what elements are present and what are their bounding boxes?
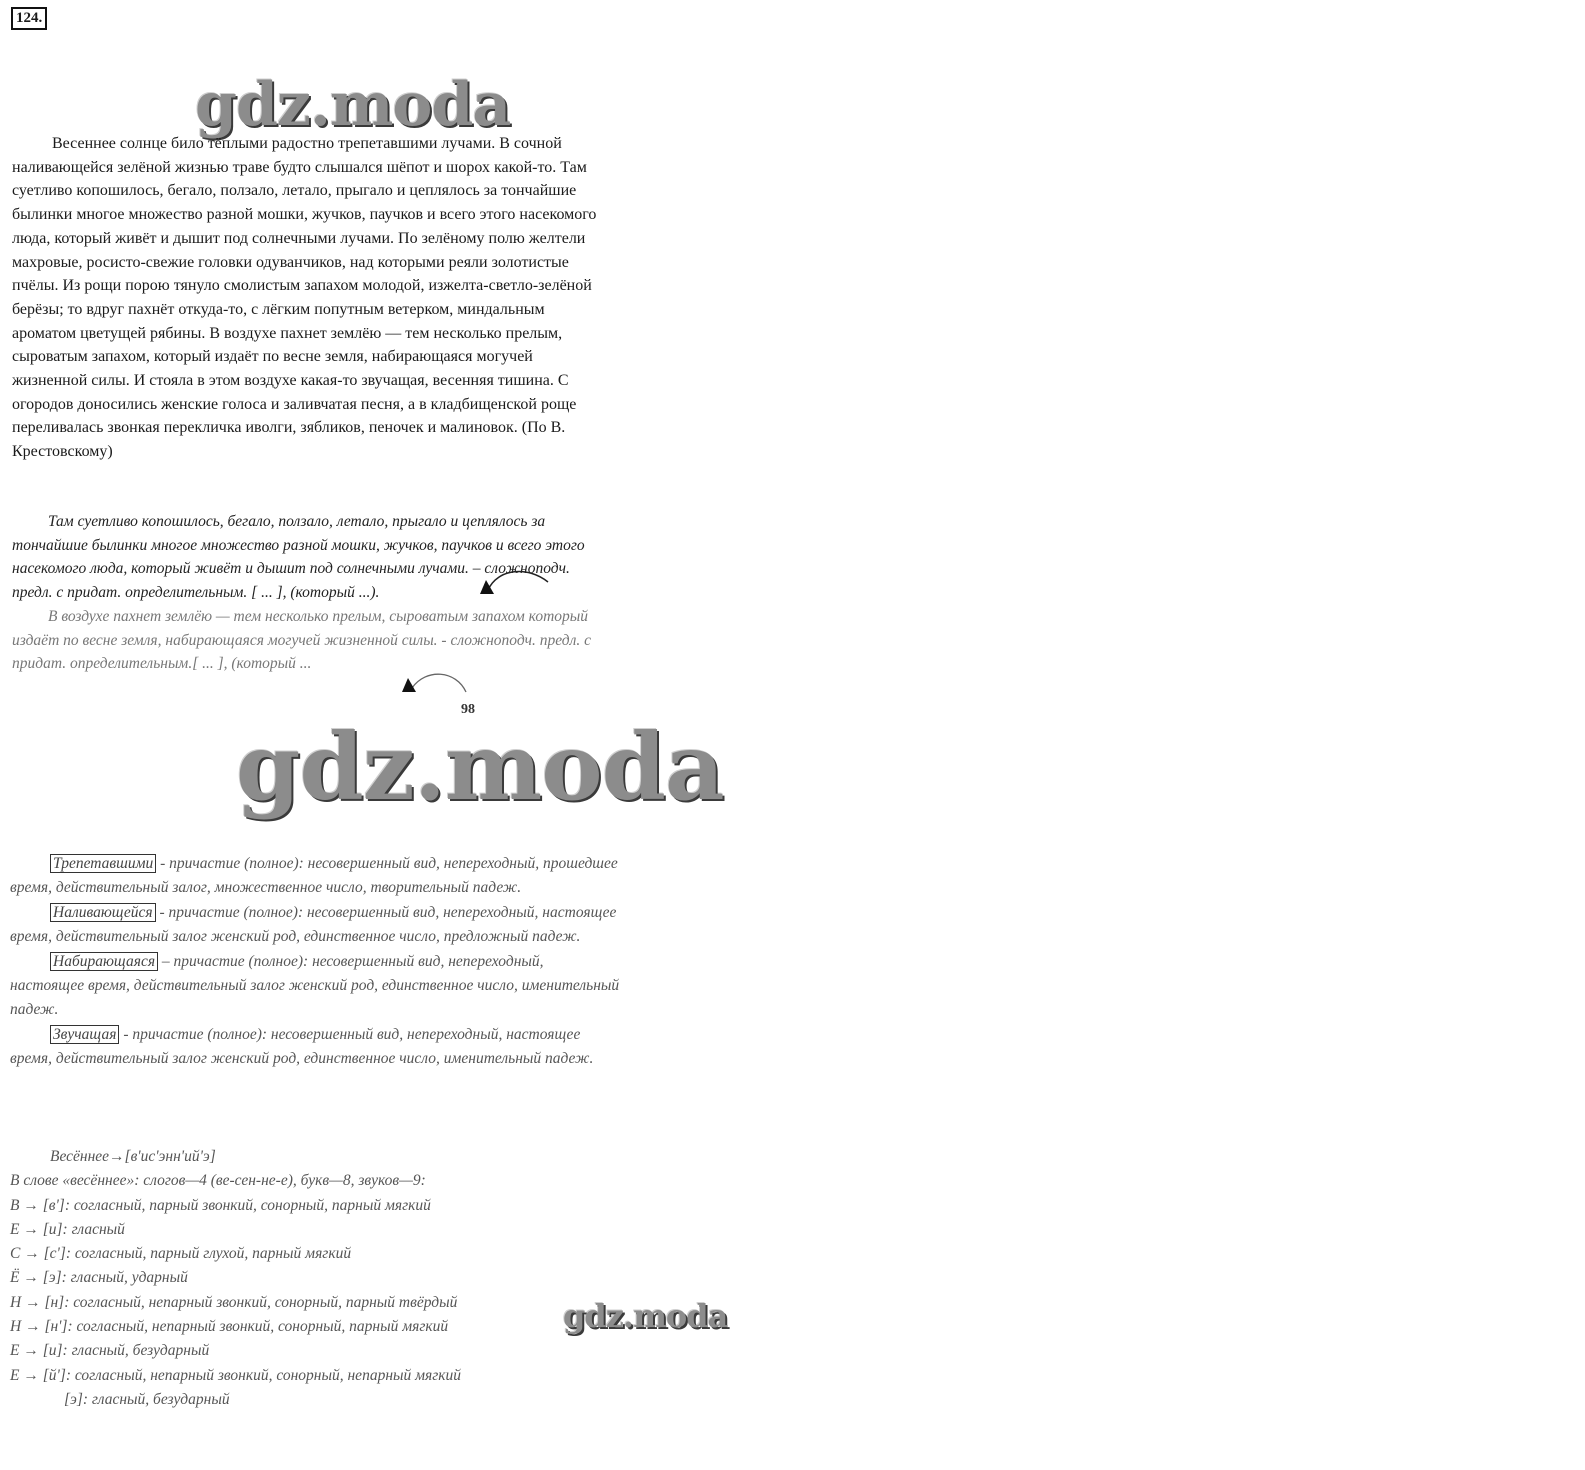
main-text <box>12 132 612 464</box>
analyzed-word: Трепетавшими <box>50 854 156 873</box>
exercise-number: 124. <box>11 7 47 30</box>
phonetic-summary: В слове «весённее»: слогов—4 (ве-сен-не-е), букв—8, звуков—9: <box>10 1172 426 1190</box>
sound-line: Е → [и]: гласный, безударный <box>10 1342 210 1360</box>
sound-line: Е → [и]: гласный <box>10 1220 125 1238</box>
sound-line: В → [в']: согласный, парный звонкий, сонорный, парный мягкий <box>10 1196 431 1214</box>
analyzed-word: Набирающаяся <box>50 952 158 971</box>
sound-line: [э]: гласный, безударный <box>64 1390 230 1408</box>
sound-line: Н → [н']: согласный, непарный звонкий, сонорный, парный мягкий <box>10 1318 449 1336</box>
analyzed-word: Звучащая <box>50 1025 119 1044</box>
analyzed-word: Наливающейся <box>50 903 156 922</box>
watermark-logo: gdz.moda <box>563 1297 728 1335</box>
relation-arrow-icon <box>396 670 476 700</box>
morph-entry <box>10 852 620 901</box>
morph-description: - причастие (полное): несовершенный вид, непереходный, прошедшее время, действительный залог, множественное число, творительный падеж. <box>10 855 618 897</box>
transcription: Весённее→[в'ис'энн'ий'э] <box>50 1148 216 1165</box>
page-number: 98 <box>461 702 475 717</box>
morph-entry <box>10 901 620 950</box>
sound-line: Е → [й']: согласный, непарный звонкий, сонорный, непарный мягкий <box>10 1366 462 1384</box>
morph-entry <box>10 1023 620 1072</box>
analysis-paragraph-1: Там суетливо копошилось, бегало, ползало, летало, прыгало и цеплялось за тончайшие былинки многое множество разной мошки, жучков, паучков и всего этого насекомого люда, который живёт и дышит под солнечными лучами. – сложноподч. предл. с придат. определительным. [ ... ], (который ...). <box>12 513 585 602</box>
morph-description: - причастие (полное): несовершенный вид, непереходный, настоящее время, действительный залог женский род, единственное число, предложный падеж. <box>10 903 617 946</box>
sound-line: Н → [н]: согласный, непарный звонкий, сонорный, парный твёрдый <box>10 1293 458 1311</box>
sound-line: С → [с']: согласный, парный глухой, парный мягкий <box>10 1245 352 1263</box>
morph-entry <box>10 950 620 1023</box>
watermark-logo: gdz.moda <box>236 713 724 821</box>
relation-arrow-icon <box>468 568 558 604</box>
watermark-logo: gdz.moda <box>195 70 511 140</box>
morphological-analysis <box>10 852 620 1072</box>
analysis-paragraph-2: В воздухе пахнет землёю — тем несколько прелым, сыроватым запахом который издаёт по весне земля, набирающаяся могучей жизненной силы. - сложноподч. предл. с придат. определительным.[ ... ], (который ... <box>12 607 592 673</box>
phonetic-analysis <box>10 1145 630 1412</box>
morph-description: - причастие (полное): несовершенный вид, непереходный, настоящее время, действительный залог женский род, единственное число, именительный падеж. <box>10 1025 594 1068</box>
sound-line: Ё → [э]: гласный, ударный <box>10 1269 188 1287</box>
main-paragraph: Весеннее солнце било тёплыми радостно трепетавшими лучами. В сочной наливающейся зелёной жизнью траве будто слышался шёпот и шорох какой-то. Там суетливо копошилось, бегало, ползало, летало, прыгало и цеплялось за тончайшие былинки многое множество разной мошки, жучков, паучков и всего этого насекомого люда, который живёт и дышит под солнечными лучами. По зелёному полю желтели махровые, росисто-свежие головки одуванчиков, над которыми реяли золотистые пчёлы. Из рощи порою тянуло смолистым запахом молодой, изжелта-светло-зелёной берёзы; то вдруг пахнёт откуда-то, с лёгким попутным ветерком, миндальным ароматом цветущей рябины. В воздухе пахнет землёю — тем несколько прелым, сыроватым запахом, который издаёт по весне земля, набирающаяся могучей жизненной силы. И стояла в этом воздухе какая-то звучащая, весенняя тишина. С огородов доносились женские голоса и заливчатая песня, а в кладбищенской роще переливалась звонкая перекличка иволги, зябликов, пеночек и малиновок. (По В. Крестовскому) <box>12 135 597 461</box>
morph-description: – причастие (полное): несовершенный вид, непереходный, настоящее время, действительный залог женский род, единственное число, именительный падеж. <box>10 952 620 1019</box>
